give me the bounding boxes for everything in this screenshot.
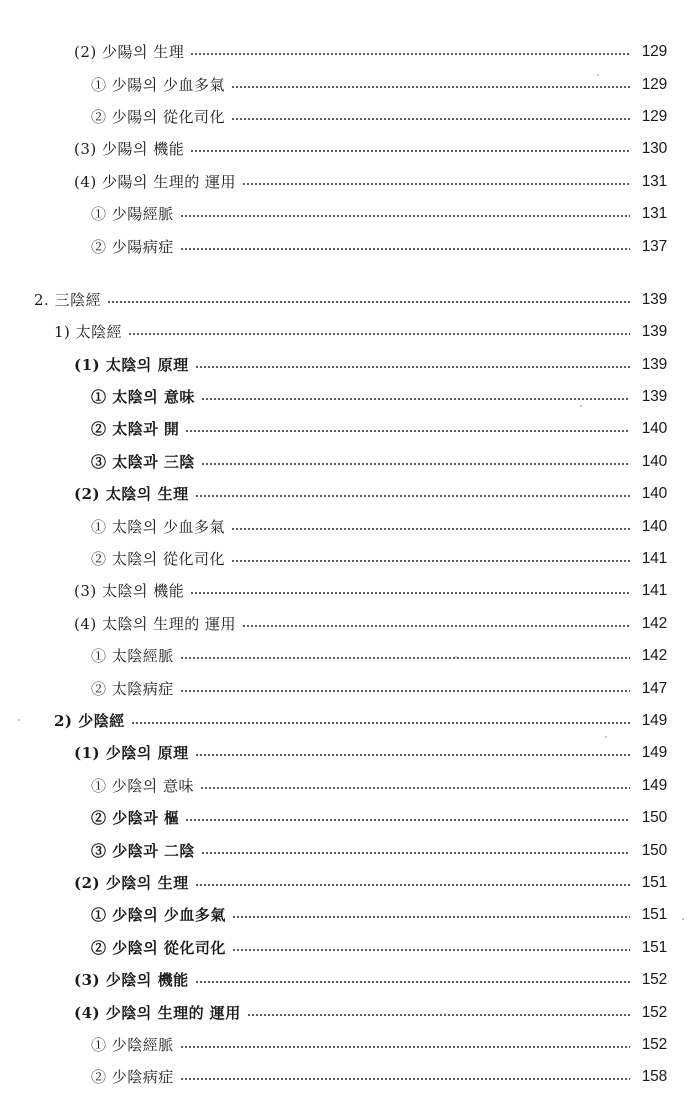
dot-leader [242, 625, 630, 627]
toc-entry-page-number: 140 [641, 485, 667, 503]
toc-entry-title: ③ 太陰과 三陰 [91, 452, 195, 471]
toc-entry-title: 2) 少陰經 [54, 712, 125, 730]
toc-entry [0, 867, 700, 899]
scan-speck [605, 736, 607, 738]
toc-entry-title: ① 太陰의 少血多氣 [91, 517, 226, 536]
dot-leader [195, 754, 630, 756]
dot-leader [232, 949, 630, 951]
scan-speck [455, 656, 457, 658]
toc-entry-title: (3) 太陰의 機能 [74, 582, 185, 601]
toc-entry-page-number: 142 [641, 614, 667, 632]
toc-entry-title: ② 少陰과 樞 [91, 809, 180, 828]
toc-entry [0, 68, 700, 100]
toc-entry-title: ② 少陰病症 [91, 1068, 174, 1087]
toc-entry [0, 802, 700, 834]
dot-leader [201, 852, 630, 854]
toc-entry-title: ① 少陰의 意味 [91, 776, 195, 795]
toc-entry-title: (4) 少陰의 生理的 運用 [74, 1003, 241, 1022]
toc-entry-title: ① 少陰의 少血多氣 [91, 906, 226, 925]
toc-entry-title: (1) 少陰의 原理 [74, 744, 189, 763]
toc-entry [0, 640, 700, 672]
toc-entry [0, 381, 700, 413]
toc-entry-page-number: 139 [641, 323, 667, 341]
toc-entry [0, 608, 700, 640]
toc-entry [0, 316, 700, 348]
toc-entry-page-number: 152 [641, 971, 667, 989]
toc-entry [0, 446, 700, 478]
toc-entry-page-number: 131 [641, 205, 667, 223]
toc-entry [0, 510, 700, 542]
toc-entry [0, 543, 700, 575]
toc-entry-page-number: 158 [641, 1068, 667, 1086]
dot-leader [195, 366, 630, 368]
toc-entry-title: ③ 少陰과 二陰 [91, 841, 195, 860]
scan-speck [18, 719, 20, 721]
scan-speck [580, 405, 582, 407]
toc-entry-page-number: 140 [641, 452, 667, 470]
dot-leader [180, 1046, 630, 1048]
toc-entry-title: ① 少陽의 少血多氣 [91, 75, 226, 94]
dot-leader [180, 215, 630, 217]
dot-leader [185, 819, 630, 821]
toc-entry [0, 1029, 700, 1061]
toc-entry-page-number: 140 [641, 420, 667, 438]
toc-entry [0, 964, 700, 996]
toc-entry-page-number: 152 [641, 1003, 667, 1021]
toc-entry [0, 932, 700, 964]
toc-entry-page-number: 142 [641, 647, 667, 665]
toc-entry-title: (2) 少陽의 生理 [74, 43, 185, 62]
toc-entry [0, 36, 700, 68]
toc-entry-title: ② 太陰의 從化司化 [91, 550, 226, 569]
toc-entry-page-number: 137 [641, 237, 667, 255]
toc-entry-page-number: 149 [641, 744, 667, 762]
toc-entry-page-number: 140 [641, 517, 667, 535]
toc-entry-title: (2) 少陰의 生理 [74, 873, 189, 892]
dot-leader [201, 398, 630, 400]
toc-entry-page-number: 151 [641, 938, 667, 956]
dot-leader [185, 430, 630, 432]
scan-speck [583, 183, 585, 185]
dot-leader [242, 183, 630, 185]
toc-entry [0, 705, 700, 737]
toc-entry [0, 349, 700, 381]
dot-leader [131, 722, 630, 724]
toc-entry-title: ① 少陽經脈 [91, 205, 174, 224]
toc-entry [0, 478, 700, 510]
toc-entry-title: (2) 太陰의 生理 [74, 485, 189, 504]
toc-entry-page-number: 151 [641, 873, 667, 891]
toc-entry-title: ① 太陰經脈 [91, 647, 174, 666]
dot-leader [232, 916, 630, 918]
toc-entry-page-number: 141 [641, 582, 667, 600]
dot-leader [231, 118, 630, 120]
toc-entry-page-number: 151 [641, 906, 667, 924]
toc-entry-title: ① 少陰經脈 [91, 1035, 174, 1054]
dot-leader [195, 884, 630, 886]
toc-entry-page-number: 149 [641, 776, 667, 794]
dot-leader [180, 690, 630, 692]
toc-entry-page-number: 139 [641, 388, 667, 406]
toc-entry-title: (4) 少陽의 生理的 運用 [74, 172, 237, 191]
dot-leader [231, 86, 630, 88]
toc-entry [0, 899, 700, 931]
toc-entry [0, 198, 700, 230]
toc-entry-page-number: 130 [641, 140, 667, 158]
toc-entry-title: (3) 少陽의 機能 [74, 140, 185, 159]
dot-leader [107, 301, 630, 303]
toc-entry [0, 575, 700, 607]
toc-entry-page-number: 139 [641, 290, 667, 308]
toc-entry [0, 101, 700, 133]
toc-entry-page-number: 147 [641, 679, 667, 697]
table-of-contents [0, 36, 700, 1094]
toc-entry [0, 230, 700, 262]
toc-entry-page-number: 150 [641, 809, 667, 827]
toc-entry-title: ② 太陰과 開 [91, 420, 180, 439]
toc-entry [0, 737, 700, 769]
toc-entry [0, 284, 700, 316]
toc-entry-page-number: 131 [641, 172, 667, 190]
toc-entry-title: (4) 太陰의 生理的 運用 [74, 614, 237, 633]
toc-entry-page-number: 152 [641, 1035, 667, 1053]
dot-leader [195, 981, 630, 983]
toc-entry-page-number: 129 [641, 107, 667, 125]
dot-leader [231, 560, 630, 562]
toc-entry [0, 133, 700, 165]
toc-entry-title: ② 少陽病症 [91, 237, 174, 256]
dot-leader [190, 53, 630, 55]
toc-entry [0, 834, 700, 866]
scan-speck [597, 74, 599, 76]
toc-entry-page-number: 141 [641, 550, 667, 568]
toc-entry-title: (1) 太陰의 原理 [74, 355, 189, 374]
toc-entry-page-number: 150 [641, 841, 667, 859]
toc-entry [0, 770, 700, 802]
dot-leader [247, 1014, 630, 1016]
toc-entry-page-number: 149 [641, 712, 667, 729]
toc-entry-page-number: 129 [641, 75, 667, 93]
toc-entry-page-number: 139 [641, 355, 667, 373]
toc-entry-title: 2. 三陰經 [34, 290, 102, 309]
toc-entry-title: ② 少陰의 從化司化 [91, 938, 226, 957]
dot-leader [201, 463, 630, 465]
dot-leader [195, 495, 630, 497]
toc-entry-title: ① 太陰의 意味 [91, 388, 195, 407]
toc-entry-title: (3) 少陰의 機能 [74, 971, 189, 990]
toc-entry-title: ② 少陽의 從化司化 [91, 107, 226, 126]
dot-leader [190, 150, 630, 152]
scan-speck [682, 918, 684, 920]
toc-entry-title: 1) 太陰經 [54, 323, 123, 342]
toc-entry [0, 996, 700, 1028]
toc-entry [0, 166, 700, 198]
toc-entry-title: ② 太陰病症 [91, 679, 174, 698]
toc-entry [0, 1061, 700, 1093]
toc-entry-page-number: 129 [641, 43, 667, 61]
scan-speck [444, 1013, 446, 1015]
toc-entry [0, 413, 700, 445]
toc-entry [0, 672, 700, 704]
dot-leader [190, 592, 630, 594]
dot-leader [180, 248, 630, 250]
dot-leader [180, 657, 630, 659]
dot-leader [231, 528, 630, 530]
dot-leader [200, 787, 630, 789]
dot-leader [128, 333, 630, 335]
